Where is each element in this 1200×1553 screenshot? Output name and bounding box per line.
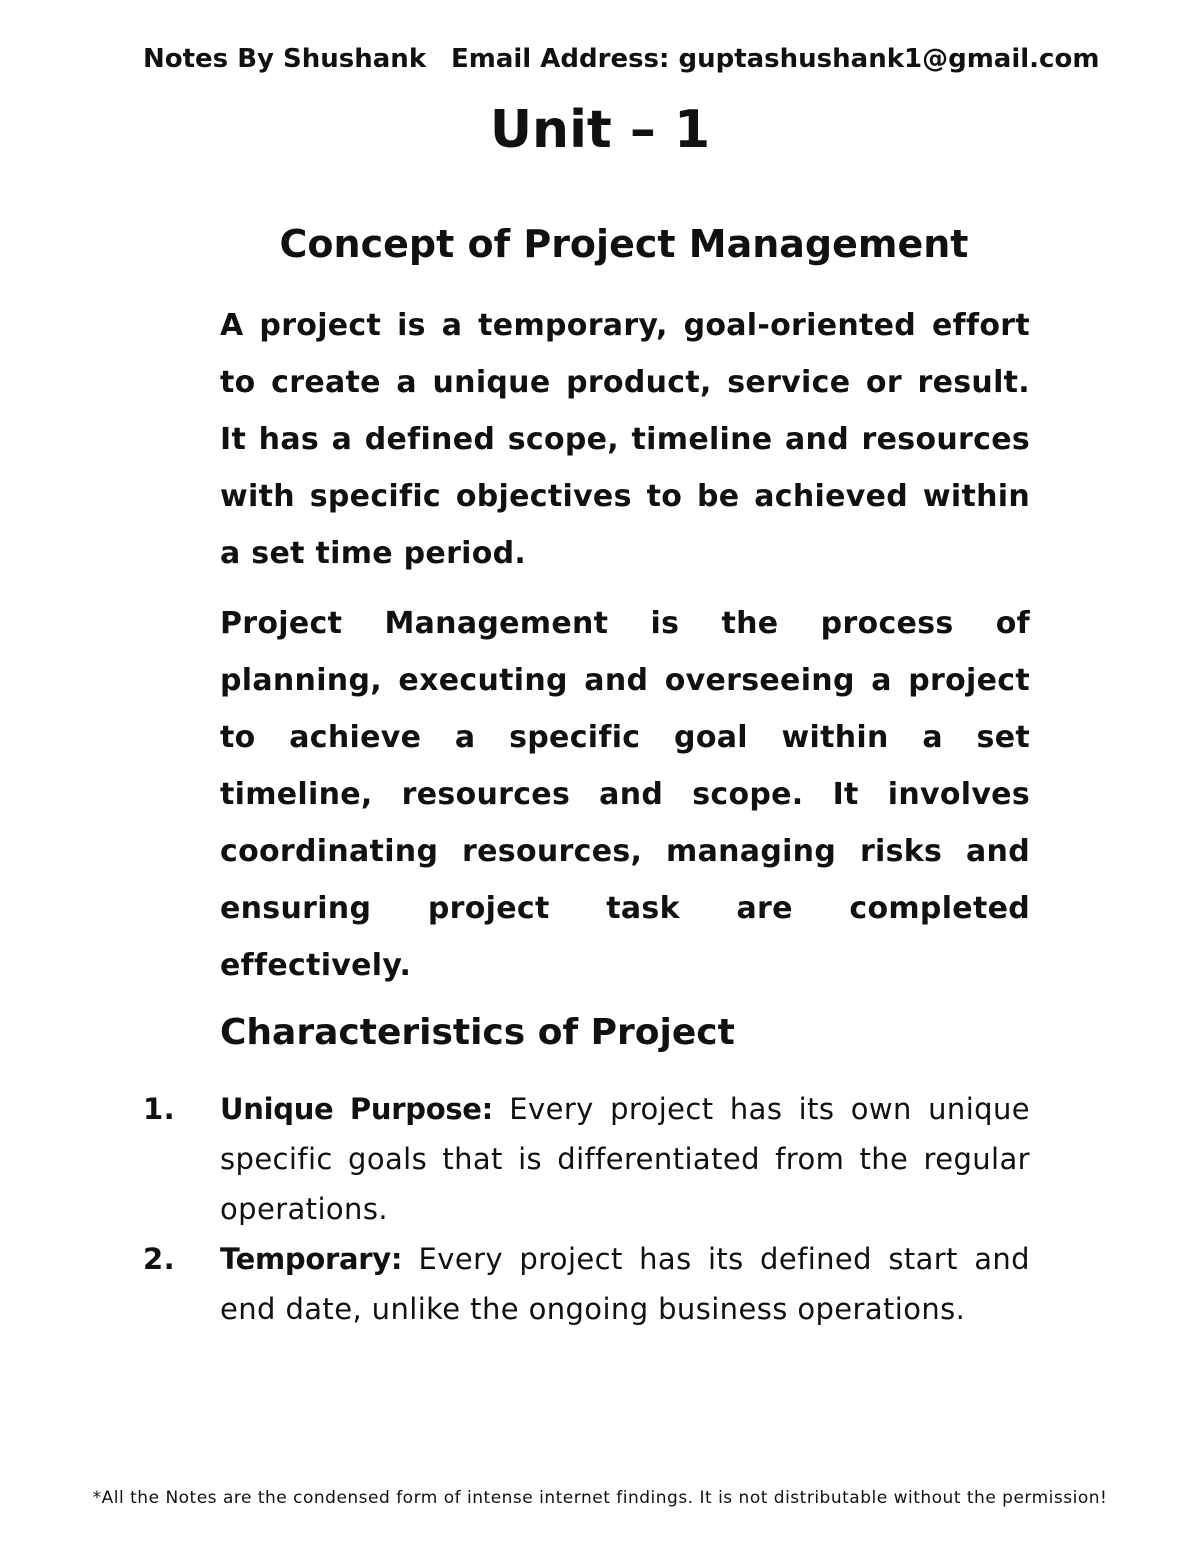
paragraph-project-definition: A project is a temporary, goal-oriented effort to create a unique product, service or result. It has a defined scope, timeline and resources with specific objectives to be achieved within a set time period.	[220, 308, 1030, 571]
section-heading-concept: Concept of Project Management	[279, 222, 969, 266]
footer-disclaimer: *All the Notes are the condensed form of intense internet findings. It is not distributable without the permission!	[92, 1488, 1108, 1508]
page-header	[143, 44, 1100, 84]
list-item-number: 2.	[143, 1242, 175, 1276]
author-label: Notes By Shushank	[143, 44, 427, 74]
paragraph-project-management-definition: Project Management is the process of planning, executing and overseeing a project to achieve a specific goal within a set timeline, resources and scope. It involves coordinating resources, managing risks and ensuring project task are completed effectively.	[220, 606, 1030, 983]
list-item-text: Every project has its own unique specific goals that is differentiated from the regular operations.	[220, 1092, 1031, 1226]
list-item	[143, 1084, 1030, 1234]
unit-title: Unit – 1	[489, 100, 711, 160]
list-item-number: 1.	[143, 1092, 175, 1126]
list-item-term: Temporary:	[220, 1242, 403, 1276]
email-address: Email Address: guptashushank1@gmail.com	[451, 44, 1100, 74]
characteristics-list	[143, 1084, 1030, 1334]
list-item	[143, 1234, 1030, 1334]
list-item-term: Unique Purpose:	[220, 1092, 493, 1126]
section-heading-characteristics: Characteristics of Project	[220, 1012, 735, 1053]
list-item-text: Every project has its defined start and end date, unlike the ongoing business operations.	[220, 1242, 1030, 1326]
